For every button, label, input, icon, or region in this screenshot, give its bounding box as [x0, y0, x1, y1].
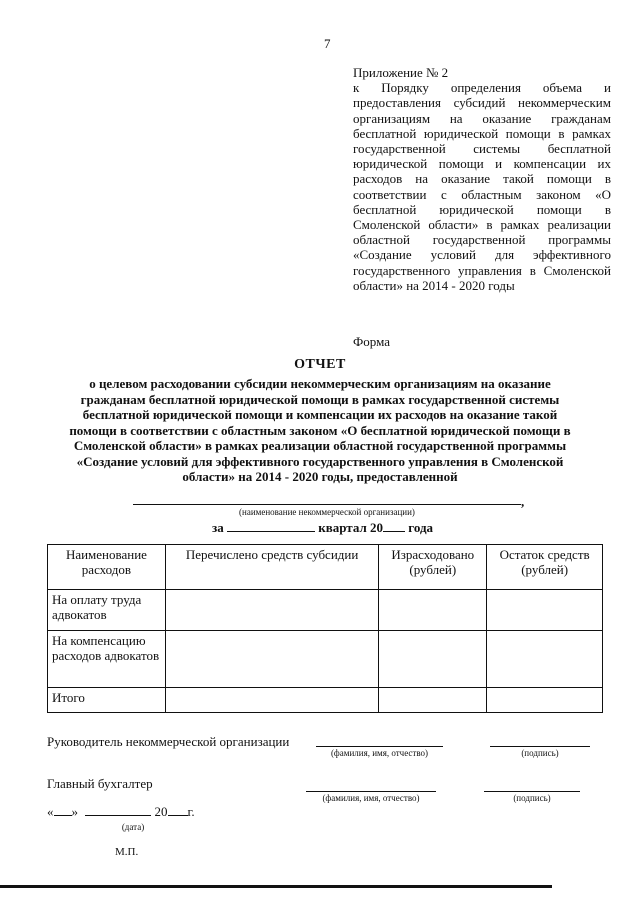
table-cell-empty — [379, 688, 487, 713]
table-cell-empty — [165, 631, 378, 688]
appendix-text: к Порядку определения объема и предоставления субсидий некоммерческим организациям на оказание гражданам бесплатной юридической помощи в рамках государственной системы бесплатной юридической помощи и компенсации их расходов на оказание такой помощи в соответствии с областным законом «О бесплатной юридической помощи в Смоленской области» в рамках реализации областной государственной программы «Создание условий для эффективного государственного управления в Смоленской области» на 2014 - 2020 годы — [353, 80, 611, 293]
head-signature-line — [490, 746, 590, 747]
table-header-row — [48, 545, 603, 590]
report-period — [212, 520, 433, 536]
table-cell-empty — [165, 590, 378, 631]
organization-name-line — [133, 504, 521, 505]
table-cell-empty — [487, 688, 603, 713]
date-year-blank — [168, 804, 188, 816]
head-name-line — [316, 746, 443, 747]
table-cell-empty — [165, 688, 378, 713]
date-open-quote: « — [47, 804, 54, 819]
table-row — [48, 590, 603, 631]
accountant-signature-caption: (подпись) — [513, 793, 551, 803]
report-title: ОТЧЕТ — [294, 357, 346, 372]
date-caption: (дата) — [121, 822, 145, 832]
head-signature-label: Руководитель некоммерческой организации — [47, 734, 290, 749]
period-suffix: года — [408, 520, 434, 535]
table-cell-empty — [379, 590, 487, 631]
table-row-label: На компенсацию расходов адвокатов — [48, 631, 166, 688]
table-row — [48, 688, 603, 713]
expense-report-table — [47, 544, 603, 713]
appendix-block — [353, 65, 611, 293]
period-quarter-label: квартал — [318, 520, 367, 535]
table-header-cell: Перечислено средств субсидии — [165, 545, 378, 590]
organization-name-comma: , — [521, 494, 525, 509]
accountant-name-caption: (фамилия, имя, отчество) — [322, 793, 420, 803]
appendix-title: Приложение № 2 — [353, 65, 449, 80]
table-cell-empty — [487, 631, 603, 688]
report-subtitle: о целевом расходовании субсидии некоммерческим организациям на оказание гражданам бесплатной юридической помощи в рамках государственной системы бесплатной юридической помощи и компенсации их расходов на оказание такой помощи в соответствии с областным законом «О бесплатной юридической помощи в Смоленской области» в рамках реализации областной государственной программы «Создание условий для эффективного государственного управления в Смоленской области» на 2014 - 2020 годы, предоставленной — [69, 376, 571, 484]
period-prefix: за — [212, 520, 224, 535]
table-header-cell: Остаток средств (рублей) — [487, 545, 603, 590]
date-day-blank — [54, 804, 72, 816]
table-header-cell: Наименование расходов — [48, 545, 166, 590]
period-quarter-blank — [227, 521, 315, 532]
date-month-blank — [85, 804, 151, 816]
bottom-rule — [0, 885, 552, 888]
table-row-label: Итого — [48, 688, 166, 713]
organization-name-caption: (наименование некоммерческой организации) — [239, 507, 415, 517]
date-close-quote: » — [71, 804, 78, 819]
period-year-label: 20 — [370, 520, 384, 535]
table-cell-empty — [487, 590, 603, 631]
table-cell-empty — [379, 631, 487, 688]
accountant-signature-line — [484, 791, 580, 792]
head-name-caption: (фамилия, имя, отчество) — [330, 748, 429, 758]
date-suffix: г. — [187, 804, 195, 819]
page-number: 7 — [324, 36, 331, 51]
period-year-blank — [383, 521, 405, 532]
head-signature-caption: (подпись) — [521, 748, 559, 758]
seal-place-label: М.П. — [115, 846, 139, 858]
table-row-label: На оплату труда адвокатов — [48, 590, 166, 631]
form-label: Форма — [353, 334, 390, 349]
table-header-cell: Израсходовано (рублей) — [379, 545, 487, 590]
date-year-label: 20 — [154, 804, 168, 819]
table-row — [48, 631, 603, 688]
accountant-signature-label: Главный бухгалтер — [47, 776, 153, 791]
date-row — [47, 804, 195, 820]
accountant-name-line — [306, 791, 436, 792]
